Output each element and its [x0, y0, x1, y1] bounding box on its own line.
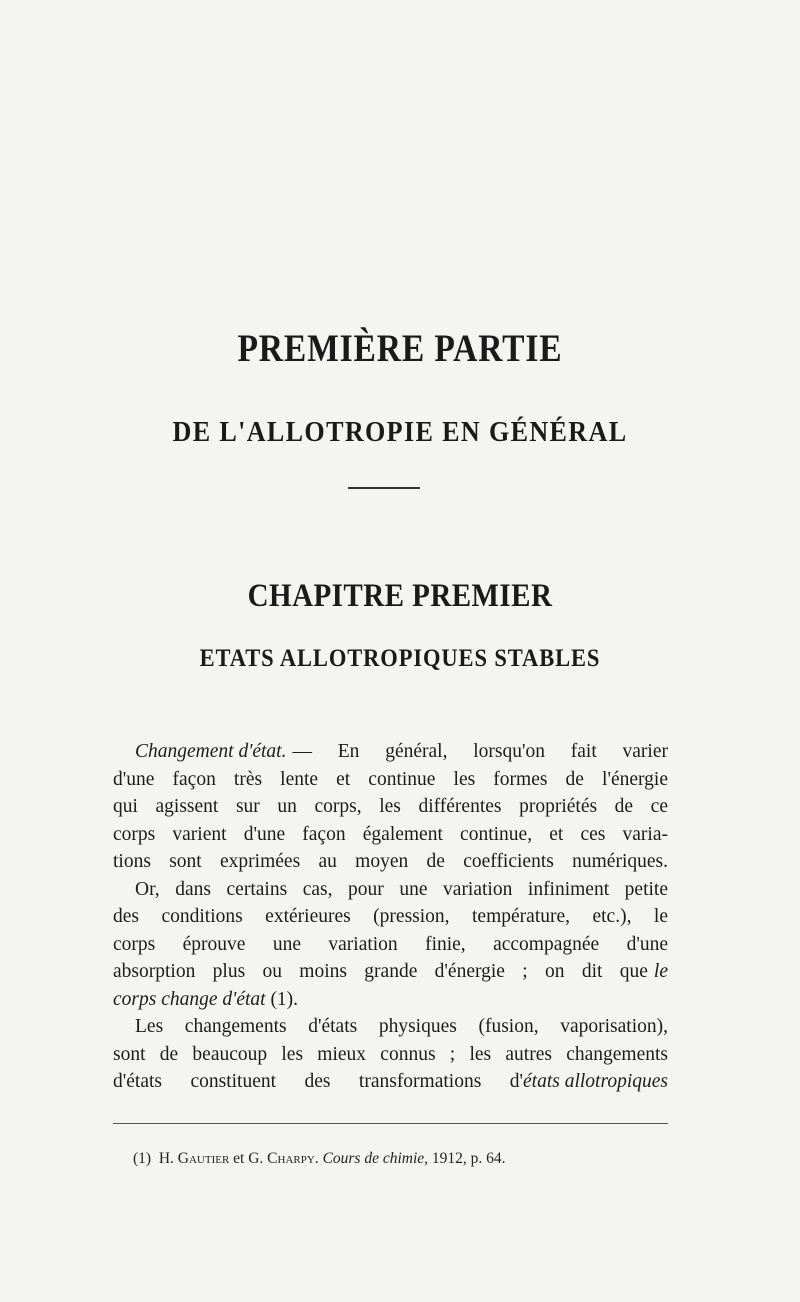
- text-line: [113, 986, 668, 1014]
- footnote-work-title: Cours de chimie,: [322, 1150, 429, 1167]
- footnote-author: H. Gautier: [158, 1150, 230, 1167]
- text-span: sont de beaucoup les mieux connus ; les autres changements: [113, 1043, 668, 1065]
- text-span: tions sont exprimées au moyen de coefficients numériques.: [113, 851, 668, 872]
- text-span: qui agissent sur un corps, les différentes propriétés de ce: [113, 796, 668, 817]
- chapter-title: CHAPITRE PREMIER: [247, 578, 553, 614]
- part-subtitle: DE L'ALLOTROPIE EN GÉNÉRAL: [172, 416, 628, 448]
- text-line: [113, 848, 668, 876]
- footnote-divider: [113, 1123, 668, 1124]
- footnote-number: (1): [133, 1150, 152, 1167]
- italic-span: corps change d'état: [113, 988, 266, 1010]
- text-span: (1).: [265, 988, 299, 1010]
- text-line: [113, 821, 668, 849]
- footnote-details: 1912, p. 64.: [431, 1150, 506, 1167]
- text-span: Or, dans certains cas, pour une variation infiniment petite: [135, 878, 668, 900]
- text-span: absorption plus ou moins grande d'énergie ; on dit que: [113, 961, 648, 982]
- section-divider: [348, 487, 420, 489]
- part-title: PREMIÈRE PARTIE: [237, 327, 563, 370]
- footnote: [133, 1150, 673, 1168]
- chapter-subtitle: ETATS ALLOTROPIQUES STABLES: [199, 645, 601, 672]
- text-line: [113, 903, 668, 931]
- text-span: corps varient d'une façon également continue, et ces varia-: [113, 823, 668, 845]
- text-line: [113, 766, 668, 794]
- text-span: — En général, lorsqu'on fait varier: [292, 741, 668, 762]
- text-line: [113, 1013, 668, 1041]
- body-text: [113, 738, 668, 1096]
- text-line: [113, 738, 668, 766]
- text-line: [113, 793, 668, 821]
- text-line: [113, 958, 668, 986]
- footnote-conjunction: et: [233, 1150, 245, 1167]
- text-line: [113, 931, 668, 959]
- text-span: Les changements d'états physiques (fusion, vaporisation),: [135, 1016, 668, 1037]
- text-span: d'une façon très lente et continue les formes de l'énergie: [113, 768, 668, 790]
- text-span: des conditions extérieures (pression, température, etc.), le: [113, 906, 668, 927]
- text-line: [113, 876, 668, 904]
- section-heading-italic: Changement d'état.: [135, 741, 287, 762]
- italic-span: états allotropiques: [523, 1071, 668, 1092]
- italic-span: le: [653, 961, 668, 982]
- text-span: d'états constituent des transformations d': [113, 1071, 524, 1092]
- text-line: [113, 1041, 668, 1069]
- footnote-author: G. Charpy.: [248, 1150, 319, 1167]
- text-line: [113, 1068, 668, 1096]
- text-span: corps éprouve une variation finie, accompagnée d'une: [113, 933, 668, 955]
